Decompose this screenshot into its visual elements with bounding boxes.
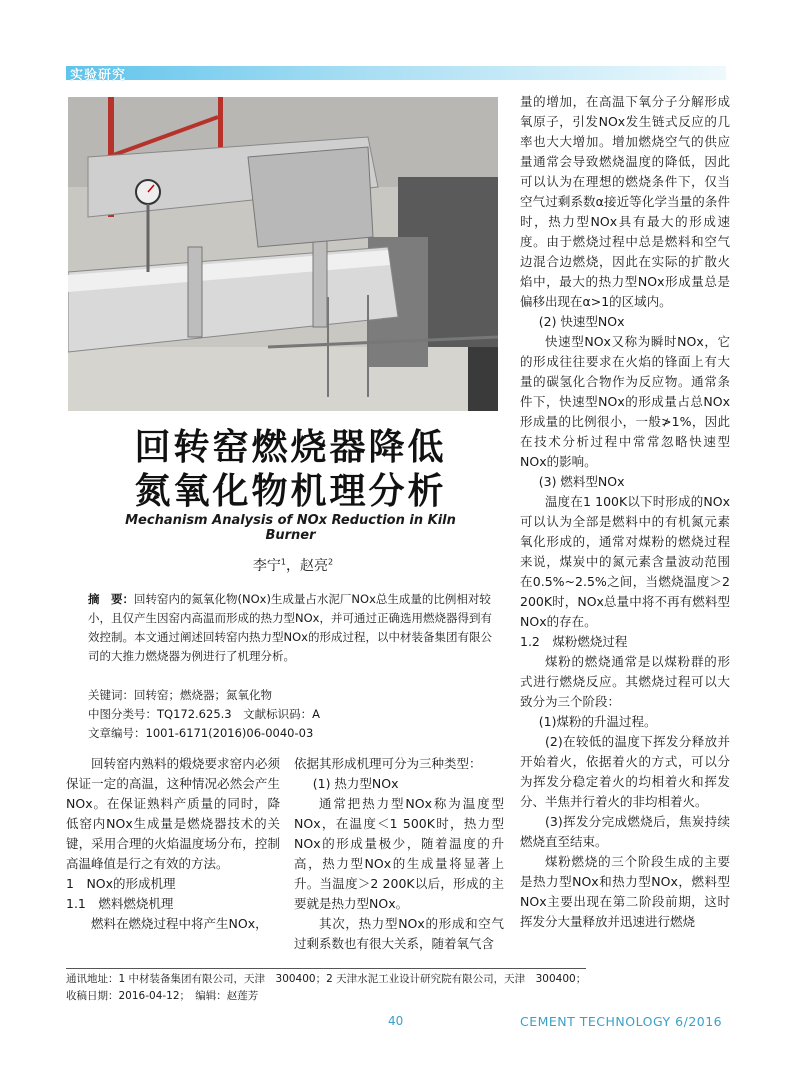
- author-2: 赵亮: [300, 558, 328, 574]
- burner-illustration: [68, 97, 498, 411]
- paragraph: 回转窑内熟料的煅烧要求窑内必须保证一定的高温，这种情况必然会产生NOx。在保证熟料产质量的同时，降低窑内NOx生成量是燃烧器技术的关键，采用合理的火焰温度场分布，控制高温峰值是行之有效的方法。: [66, 756, 280, 871]
- footnote-divider: [66, 968, 586, 969]
- list-heading-fuel-nox: (3) 燃料型NOx: [538, 474, 625, 489]
- paragraph: 通常把热力型NOx称为温度型NOx，在温度＜1 500K时，热力型NOx的形成量极少，随着温度的升高，热力型NOx的生成量将显著上升。当温度＞2 200K以后，形成的主要就是热力型NOx。: [294, 796, 504, 911]
- body-column-right: [520, 92, 730, 932]
- keywords: 关键词：回转窑；燃烧器；氮氧化物: [88, 688, 272, 702]
- classification-number: 中图分类号：TQ172.625.3 文献标识码：A: [88, 707, 320, 721]
- abstract-text: 回转窑内的氮氧化物(NOx)生成量占水泥厂NOx总生成量的比例相对较小，且仅产生因窑内高温而形成的热力型NOx，并可通过正确选用燃烧器得到有效控制。本文通过阐述回转窑内热力型NOx的形成过程，以中材装备集团有限公司的大推力燃烧器为例进行了机理分析。: [88, 592, 492, 663]
- paragraph: (2)在较低的温度下挥发分释放并开始着火，依据着火的方式，可以分为挥发分稳定着火的均相着火和挥发分、半焦并行着火的非均相着火。: [520, 734, 730, 809]
- title-line-2: 氮氧化物机理分析: [134, 471, 447, 512]
- list-item: (1)煤粉的升温过程。: [538, 714, 657, 729]
- header-band: [66, 66, 726, 80]
- paragraph: (3)挥发分完成燃烧后，焦炭持续燃烧直至结束。: [520, 814, 730, 849]
- page-number: 40: [388, 1014, 404, 1028]
- author-1-affiliation: 1: [280, 557, 286, 567]
- author-1: 李宁: [252, 558, 281, 574]
- paragraph: 温度在1 100K以下时形成的NOx可以认为全部是燃料中的有机氮元素氧化形成的，通常对煤粉的燃烧过程来说，煤炭中的氮元素含量波动范围在0.5%~2.5%之间，当燃烧温度＞2 200K时，NOx总量中将不再有燃料型NOx的存在。: [520, 494, 730, 629]
- title-english: Mechanism Analysis of NOx Reduction in Kiln Burner: [125, 513, 456, 543]
- list-heading-thermal-nox: (1) 热力型NOx: [312, 776, 399, 791]
- paragraph: 其次，热力型NOx的形成和空气过剩系数也有很大关系，随着氧气含: [294, 916, 504, 951]
- paragraph: 煤粉的燃烧通常是以煤粉群的形式进行燃烧反应。其燃烧过程可以大致分为三个阶段：: [520, 654, 730, 709]
- abstract-label: 摘 要：: [88, 592, 134, 606]
- title-chinese: [118, 426, 463, 514]
- authors: [218, 555, 368, 575]
- kiln-burner-photo: [68, 97, 498, 411]
- author-2-affiliation: 2: [328, 557, 334, 567]
- body-column-middle: [294, 754, 504, 954]
- section-label: 实验研究: [70, 68, 127, 83]
- footnote-address: 通讯地址：1 中材装备集团有限公司，天津 300400；2 天津水泥工业设计研究院有限公司，天津 300400；: [66, 973, 587, 985]
- footnote-dates: 收稿日期：2016-04-12； 编辑：赵莲芳: [66, 990, 259, 1002]
- paragraph: 燃料在燃烧过程中将产生NOx，: [91, 916, 268, 931]
- paragraph: 煤粉燃烧的三个阶段生成的主要是热力型NOx和热力型NOx，燃料型NOx主要出现在第二阶段前期，这时挥发分大量释放并迅速进行燃烧: [520, 854, 730, 929]
- paragraph: 快速型NOx又称为瞬时NOx，它的形成往往要求在火焰的锋面上有大量的碳氢化合物作为反应物。通常条件下，快速型NOx的形成量占总NOx形成量的比例很小，一般≯1%，因此在技术分析过程中常常忽略快速型NOx的影响。: [520, 334, 730, 469]
- list-heading-prompt-nox: (2) 快速型NOx: [538, 314, 625, 329]
- subsection-heading-1-2: 1.2 煤粉燃烧过程: [520, 634, 628, 649]
- paragraph: 依据其形成机理可分为三种类型：: [294, 756, 482, 771]
- subsection-heading-1-1: 1.1 燃料燃烧机理: [66, 896, 174, 911]
- section-heading-1: 1 NOx的形成机理: [66, 876, 176, 891]
- author-separator: ，: [286, 558, 300, 574]
- abstract: [88, 590, 500, 666]
- journal-name: CEMENT TECHNOLOGY 6/2016: [520, 1014, 723, 1029]
- paragraph: 量的增加，在高温下氧分子分解形成氧原子，引发NOx发生链式反应的几率也大大增加。增加燃烧空气的供应量通常会导致燃烧温度的降低，因此可以认为在理想的燃烧条件下，仅当空气过剩系数α接近等化学当量的条件时，热力型NOx具有最大的形成速度。由于燃烧过程中总是燃料和空气边混合边燃烧，因此在实际的扩散火焰中，最大的热力型NOx形成量总是偏移出现在α>1的区域内。: [520, 94, 730, 309]
- body-column-left: [66, 754, 280, 934]
- article-number: 文章编号：1001-6171(2016)06-0040-03: [88, 726, 314, 740]
- title-line-1: 回转窑燃烧器降低: [134, 427, 447, 468]
